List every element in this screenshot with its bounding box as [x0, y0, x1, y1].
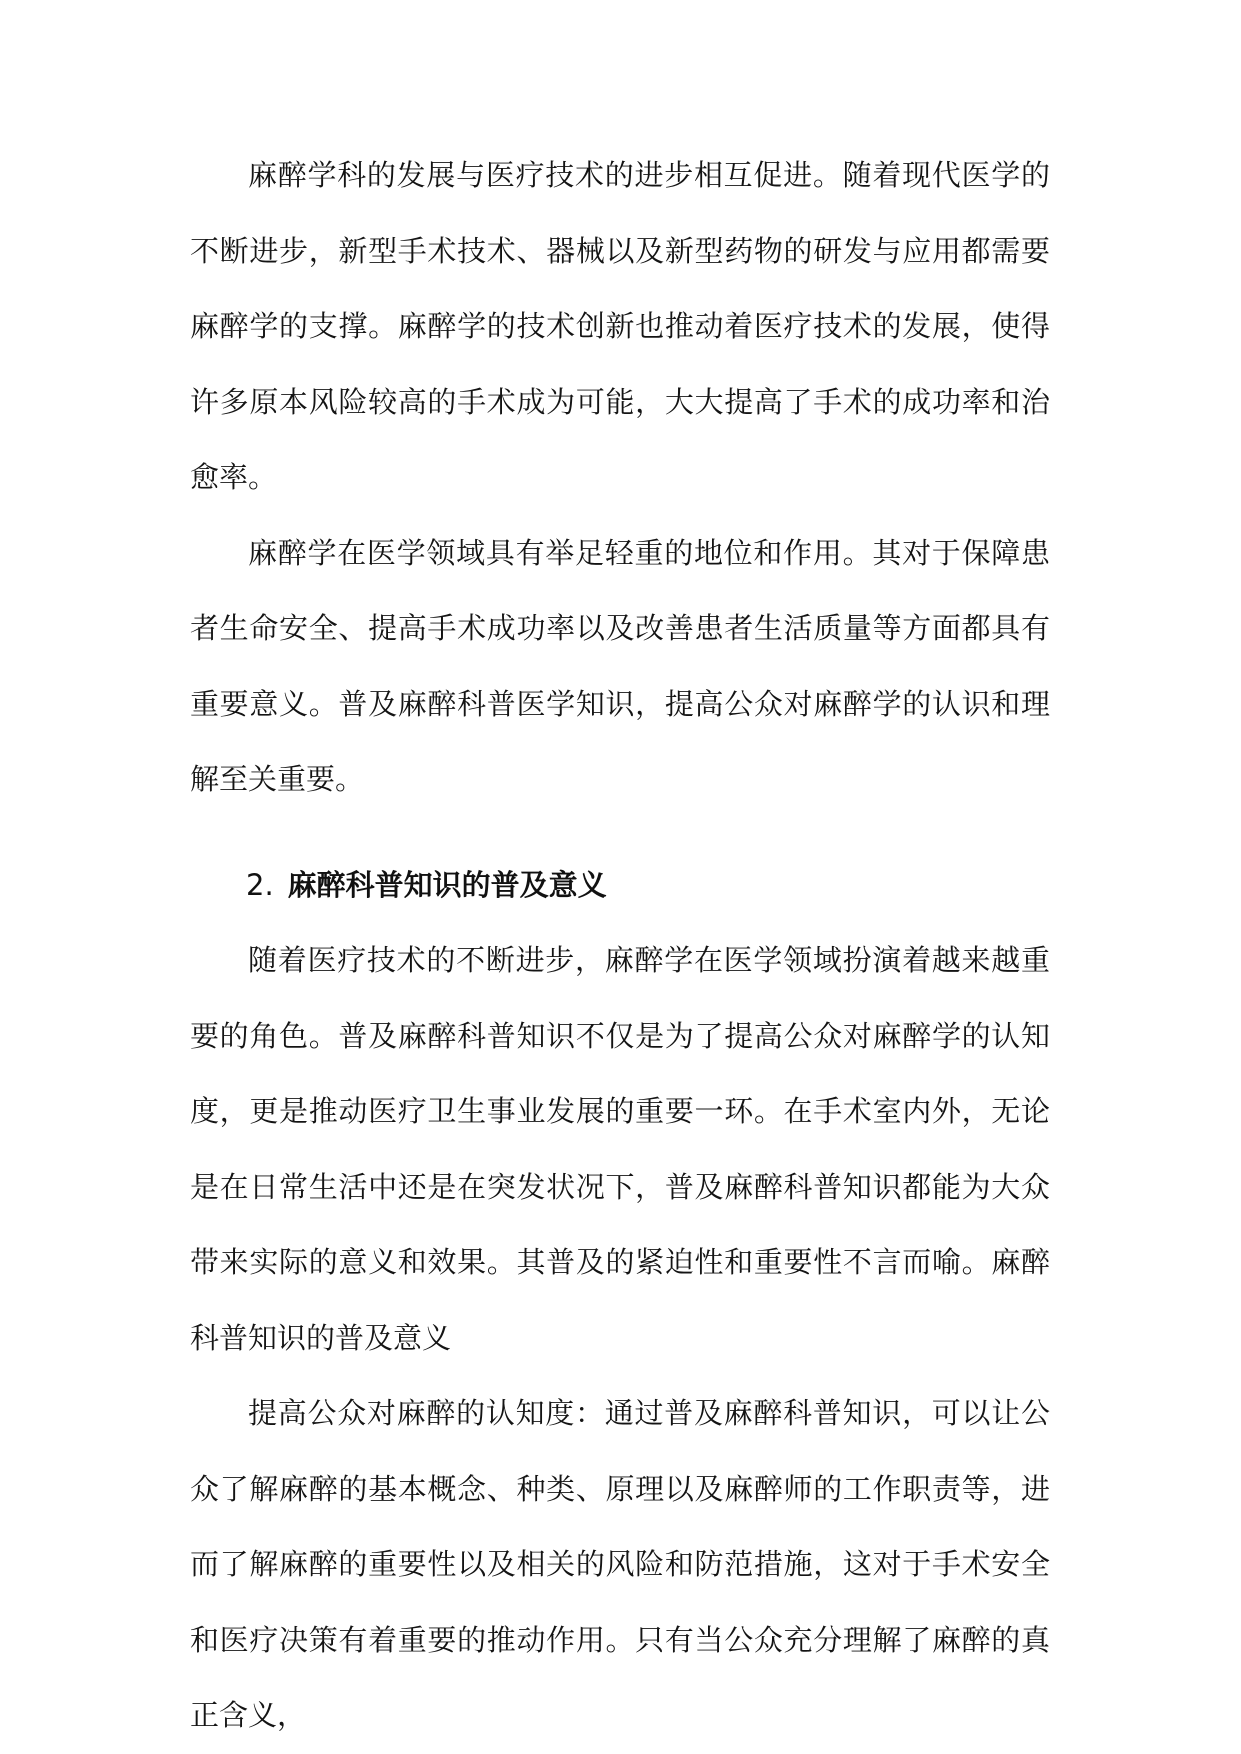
paragraph: 随着医疗技术的不断进步，麻醉学在医学领域扮演着越来越重要的角色。普及麻醉科普知识不仅是为了提高公众对麻醉学的认知度，更是推动医疗卫生事业发展的重要一环。在手术室内外，无论是在日常生活中还是在突发状况下，普及麻醉科普知识都能为大众带来实际的意义和效果。其普及的紧迫性和重要性不言而喻。麻醉科普知识的普及意义 [190, 943, 1050, 1355]
section-title: 麻醉科普知识的普及意义 [287, 867, 607, 902]
paragraph: 提高公众对麻醉的认知度：通过普及麻醉科普知识，可以让公众了解麻醉的基本概念、种类、原理以及麻醉师的工作职责等，进而了解麻醉的重要性以及相关的风险和防范措施，这对于手术安全和医疗决策有着重要的推动作用。只有当公众充分理解了麻醉的真正含义， [190, 1396, 1050, 1732]
document-body [190, 138, 1050, 1754]
paragraph: 麻醉学科的发展与医疗技术的进步相互促进。随着现代医学的不断进步，新型手术技术、器械以及新型药物的研发与应用都需要麻醉学的支撑。麻醉学的技术创新也推动着医疗技术的发展，使得许多原本风险较高的手术成为可能，大大提高了手术的成功率和治愈率。 [190, 158, 1050, 494]
section-number: 2. [246, 867, 274, 902]
paragraph: 麻醉学在医学领域具有举足轻重的地位和作用。其对于保障患者生命安全、提高手术成功率以及改善患者生活质量等方面都具有重要意义。普及麻醉科普医学知识，提高公众对麻醉学的认识和理解至关重要。 [190, 535, 1050, 796]
section-heading [190, 848, 1050, 924]
